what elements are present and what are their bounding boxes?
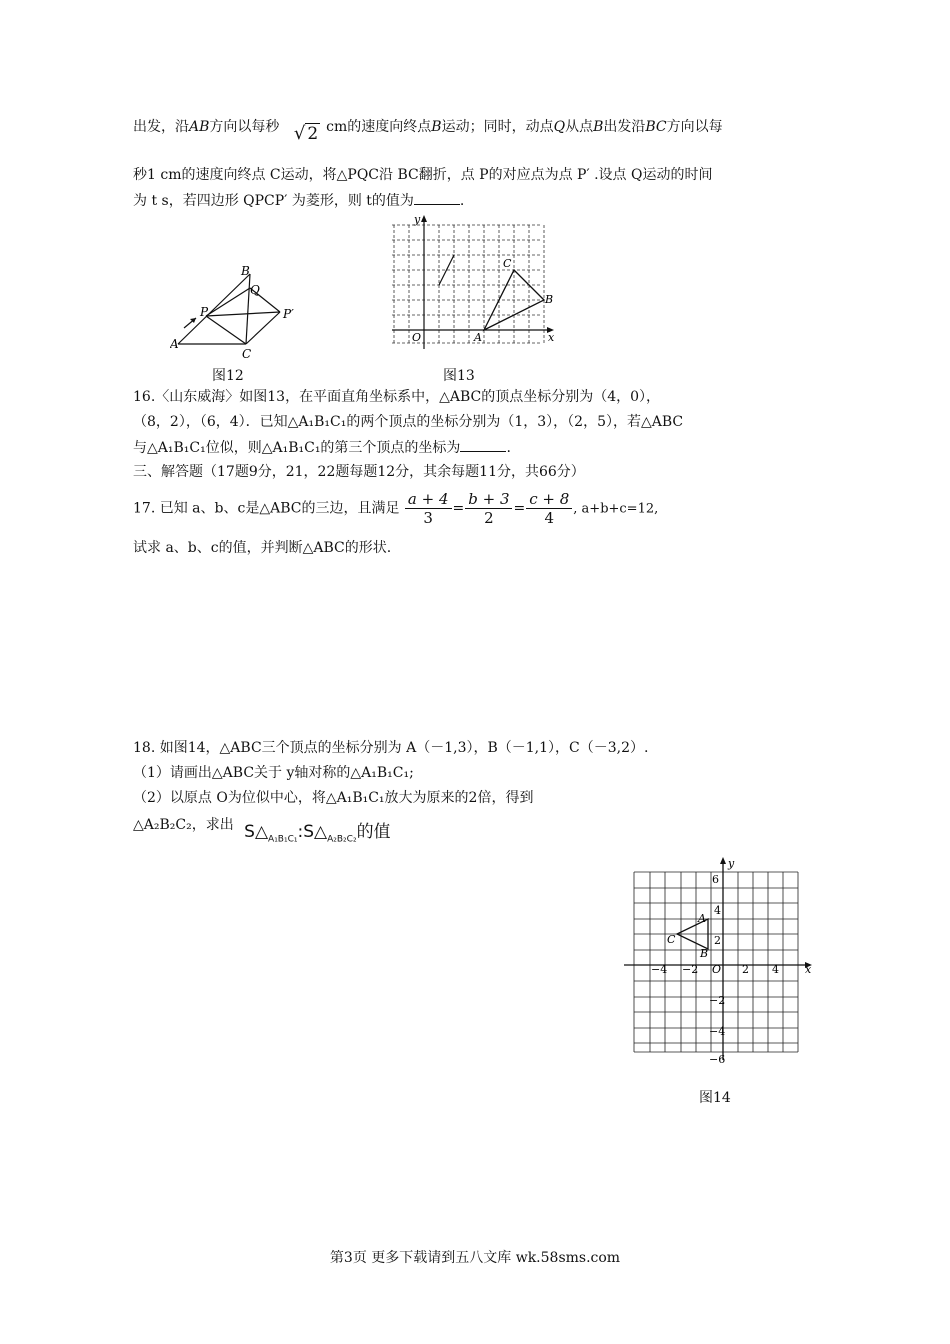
text: cm的速度向终点 [326, 119, 432, 135]
figure-12 [170, 262, 310, 362]
figure-12-caption: 图12 [212, 368, 244, 384]
text: 与△A₁B₁C₁位似，则△A₁B₁C₁的第三个顶点的坐标为 [133, 440, 461, 456]
problem17-line2: 试求 a、b、c的值，并判断△ABC的形状. [133, 540, 392, 556]
denominator: 3 [423, 509, 433, 527]
answer-blank [460, 437, 506, 452]
denominator: 2 [484, 509, 494, 527]
tick-x-neg2: −2 [682, 963, 699, 976]
tick-y-4: 4 [714, 904, 721, 917]
label-Q: Q [250, 283, 260, 297]
answer-blank [414, 190, 460, 205]
fraction-b [465, 490, 512, 527]
text: △A₂B₂C₂，求出 [133, 817, 234, 833]
problem15-line2: 秒1 cm的速度向终点 C运动，将△PQC沿 BC翻折，点 P的对应点为点 P′ .设点 Q运动的时间 [133, 167, 713, 183]
tick-y-neg2: −2 [709, 994, 726, 1007]
text: S△ [244, 822, 269, 842]
tick-y-6: 6 [712, 873, 719, 886]
label-P-prime: P′ [283, 307, 294, 321]
text: 从点 [565, 119, 594, 135]
text: B [593, 119, 604, 135]
sqrt-expression: √ 2 [293, 123, 319, 144]
text: 的值 [356, 822, 391, 842]
text: S△ [303, 822, 328, 842]
text: BC [645, 119, 667, 135]
sqrt-radicand: 2 [307, 124, 319, 144]
text: 出发沿 [603, 119, 646, 135]
problem18-line4 [133, 814, 391, 845]
tick-x-4: 4 [772, 963, 779, 976]
subscript: A₂B₂C₂ [327, 834, 357, 845]
problem18-line3: （2）以原点 O为位似中心，将△A₁B₁C₁放大为原来的2倍，得到 [133, 790, 534, 806]
label-x: x [805, 963, 812, 976]
problem18-line1: 18. 如图14，△ABC三个顶点的坐标分别为 A（－1,3），B（－1,1），C（－3,2）. [133, 740, 649, 756]
label-O: O [712, 963, 722, 976]
text: . [459, 193, 465, 209]
problem15-line1 [133, 116, 723, 144]
tick-y-neg6: −6 [709, 1053, 726, 1066]
text: 方向以每 [666, 119, 723, 135]
problem15-line3 [133, 190, 464, 211]
label-A: A [474, 331, 482, 344]
label-C: C [503, 257, 512, 270]
text: , a+b+c=12, [573, 501, 659, 517]
numerator: a + 4 [405, 490, 452, 509]
label-O: O [412, 331, 422, 344]
problem18-line2: （1）请画出△ABC关于 y轴对称的△A₁B₁C₁; [133, 765, 414, 781]
text: 出发，沿 [133, 119, 189, 135]
label-y: y [728, 857, 735, 870]
area-ratio-expression [244, 822, 391, 845]
text: Q [553, 119, 566, 135]
label-B: B [241, 264, 250, 278]
label-y: y [414, 213, 421, 226]
figure-13 [390, 213, 560, 351]
text: AB [189, 119, 210, 135]
figure-13-caption: 图13 [443, 368, 475, 384]
denominator: 4 [544, 509, 555, 527]
label-B: B [545, 293, 554, 306]
fraction-c [526, 490, 572, 527]
section-3-heading: 三、解答题（17题9分，21，22题每题12分，其余每题11分，共66分） [133, 464, 585, 480]
tick-x-neg4: −4 [651, 963, 668, 976]
label-C: C [667, 933, 676, 946]
text: 为 t s，若四边形 QPCP′ 为菱形，则 t的值为 [133, 193, 414, 209]
numerator: b + 3 [465, 490, 512, 509]
text: 运动；同时，动点 [441, 119, 554, 135]
text: B [431, 119, 442, 135]
label-A: A [698, 912, 706, 925]
numerator: c + 8 [526, 490, 572, 509]
label-B: B [700, 947, 709, 960]
tick-y-2: 2 [714, 934, 721, 947]
figure-14-caption: 图14 [699, 1090, 731, 1106]
problem16-line3 [133, 437, 511, 458]
text: 方向以每秒 [209, 119, 280, 135]
text: 17. 已知 a、b、c是△ABC的三边，且满足 [133, 500, 400, 517]
equals: = [452, 500, 465, 517]
fraction-a [405, 490, 452, 527]
label-x: x [548, 331, 555, 344]
page-footer: 第3页 更多下载请到五八文库 wk.58sms.com [329, 1250, 621, 1266]
label-P: P [200, 305, 209, 319]
subscript: A₁B₁C₁ [268, 834, 298, 845]
tick-y-neg4: −4 [709, 1025, 726, 1038]
equals: = [513, 500, 526, 517]
problem16-line1: 16.〈山东威海〉如图13，在平面直角坐标系中，△ABC的顶点坐标分别为（4，0）， [133, 389, 661, 405]
label-C: C [242, 347, 252, 361]
text: : [297, 822, 304, 842]
tick-x-2: 2 [742, 963, 749, 976]
text: . [506, 440, 511, 456]
problem16-line2: （8，2），（6，4）．已知△A₁B₁C₁的两个顶点的坐标分别为（1，3），（2，5），若△ABC [133, 414, 684, 430]
figure-14 [622, 855, 817, 1070]
problem17-line1 [133, 490, 658, 528]
label-A: A [170, 337, 179, 351]
